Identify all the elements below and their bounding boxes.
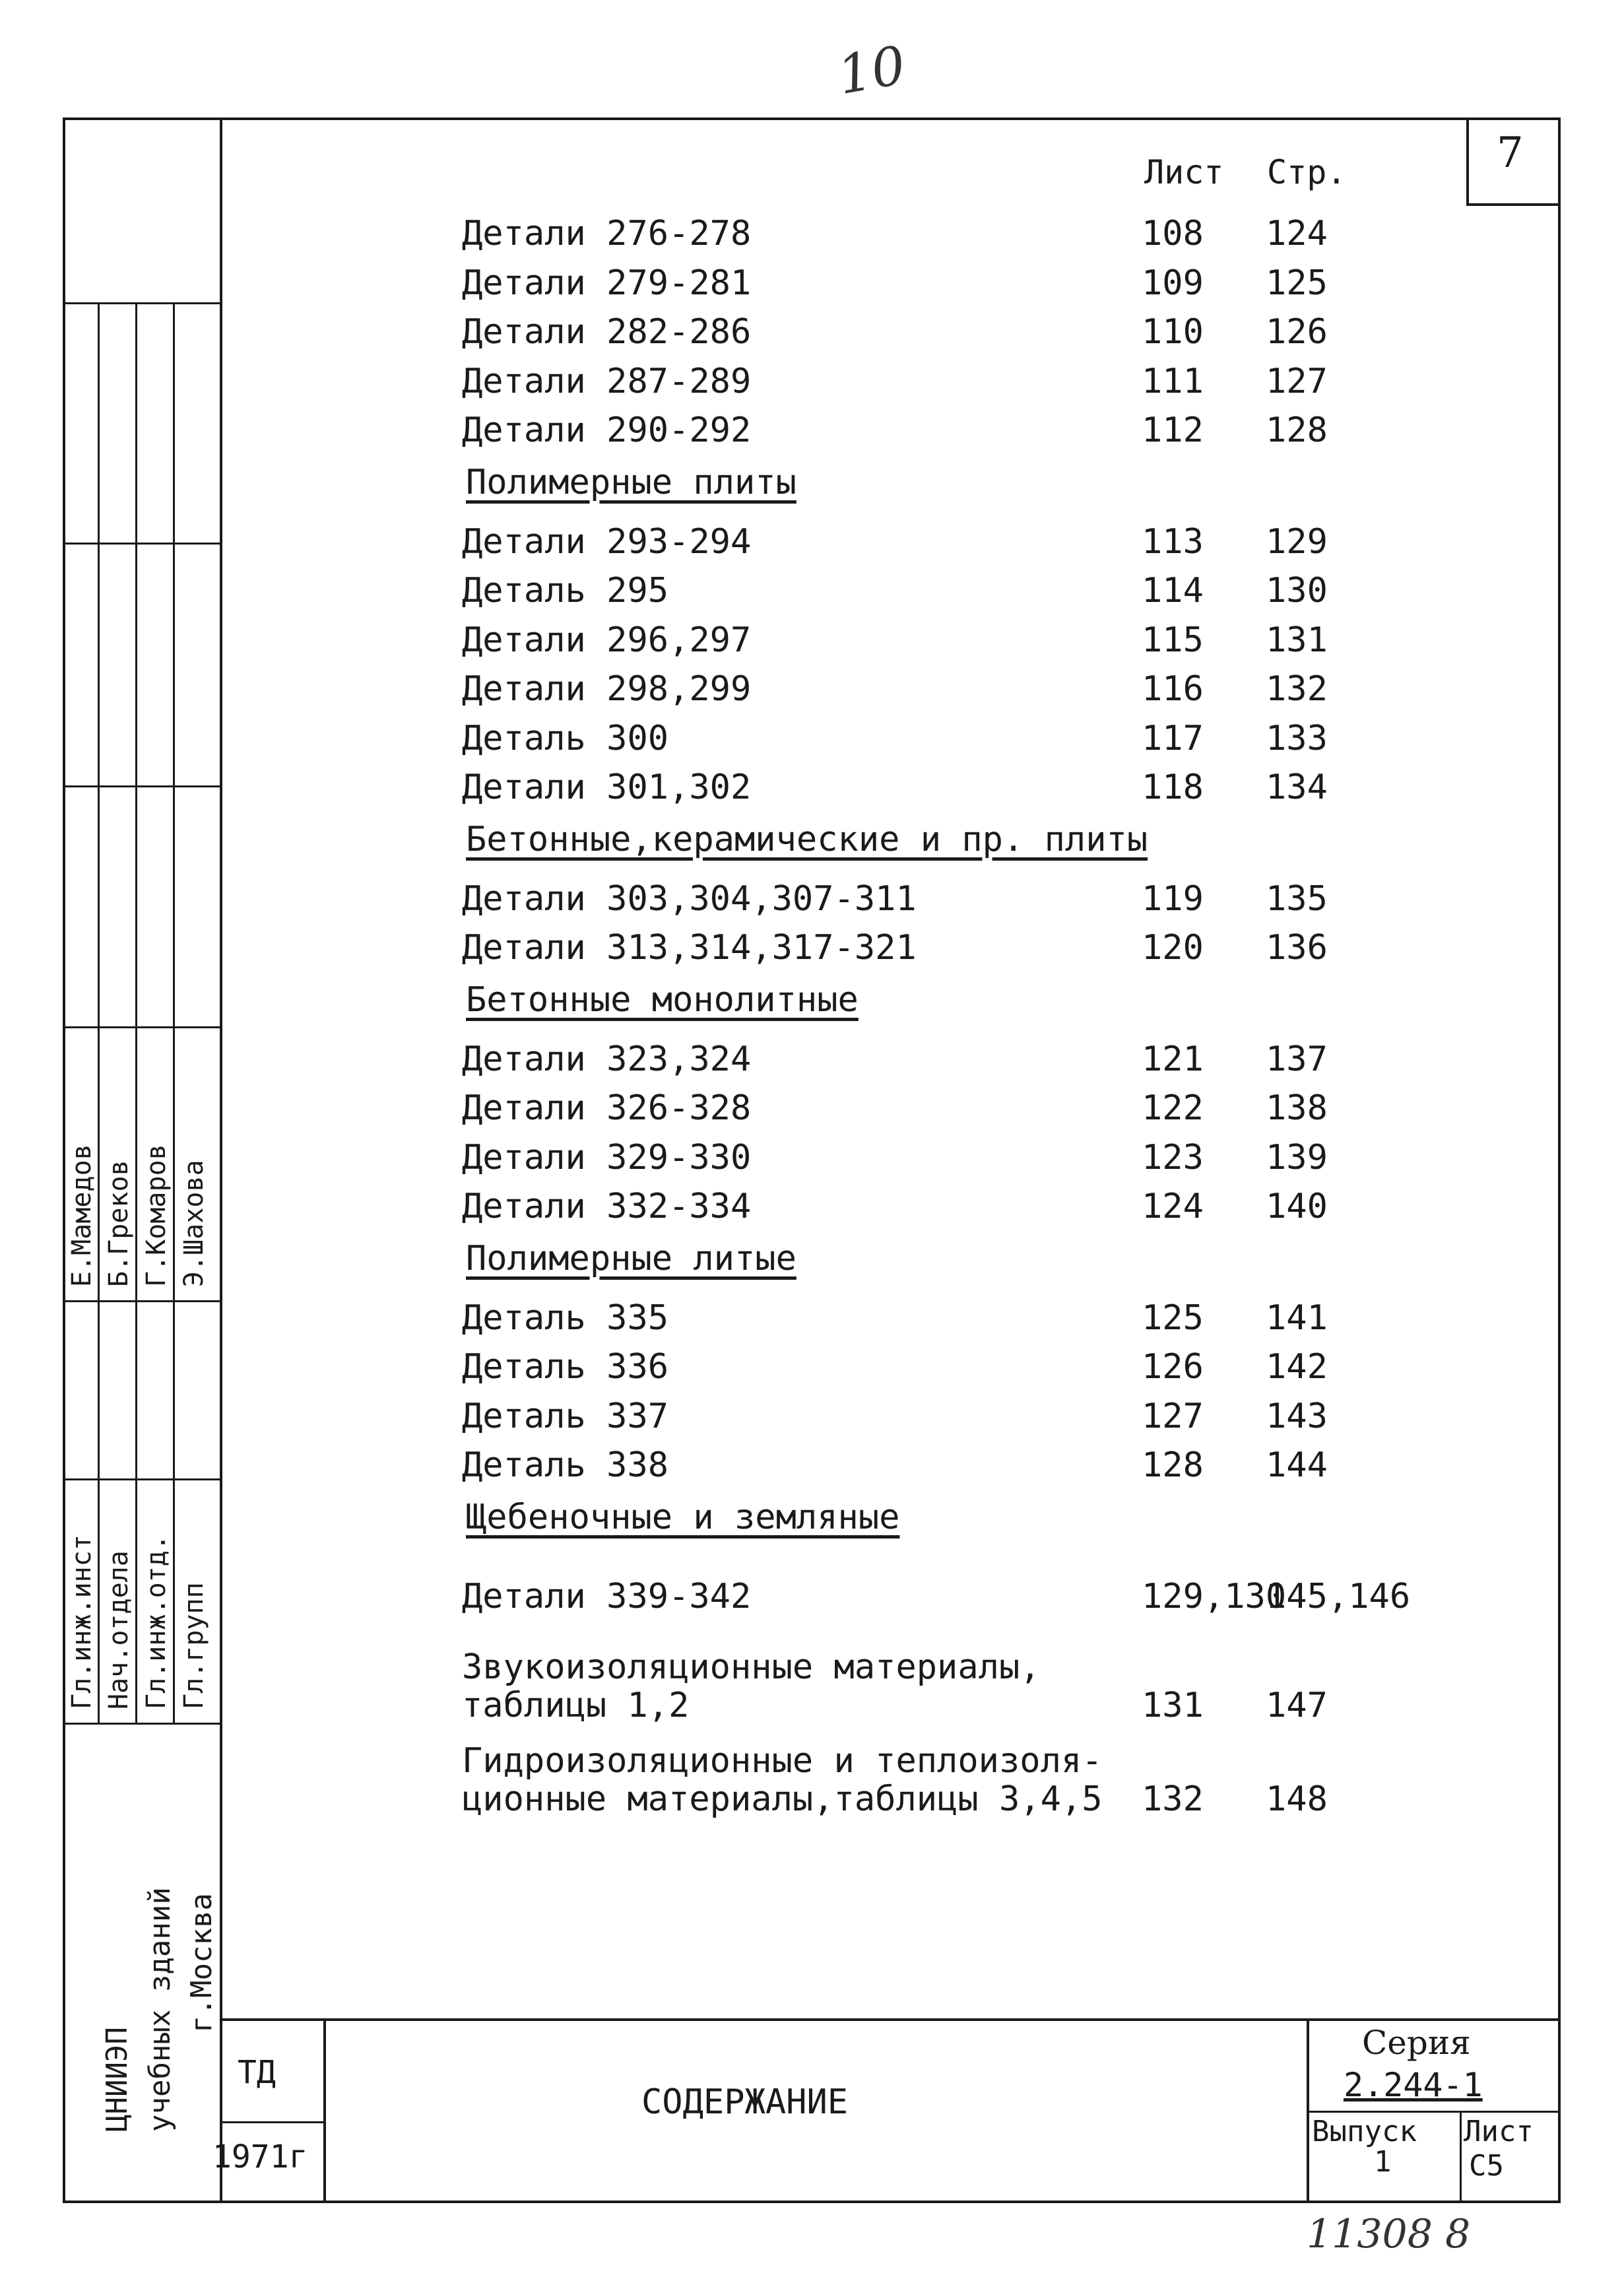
- stamp-divider: [220, 117, 222, 2203]
- row-page: 142: [1266, 1347, 1328, 1387]
- stamp-org-line2: учебных зданий: [143, 1887, 177, 2132]
- page-number-box-left: [1466, 117, 1469, 205]
- row-name: Детали 296,297: [462, 620, 752, 660]
- stamp-name-1: Е.Мамедов: [67, 1144, 97, 1287]
- row-sheet: 119: [1142, 878, 1204, 919]
- row-name: Деталь 336: [462, 1347, 669, 1387]
- contents-row: [462, 1183, 1452, 1230]
- title-block-issue-value: 1: [1374, 2145, 1392, 2179]
- row-sheet: 129,130: [1142, 1576, 1287, 1616]
- row-sheet: 121: [1142, 1039, 1204, 1079]
- stamp-hline-1: [63, 302, 221, 304]
- stamp-org-line1: ЦНИИЭП: [100, 2027, 134, 2132]
- page-number: 7: [1497, 129, 1524, 178]
- contents-row: [462, 1573, 1452, 1620]
- row-sheet: 127: [1142, 1396, 1204, 1436]
- contents-row: [462, 924, 1452, 972]
- row-sheet: 125: [1142, 1298, 1204, 1338]
- row-sheet: 120: [1142, 928, 1204, 968]
- contents-row: [462, 1036, 1452, 1083]
- row-name: Детали 279-281: [462, 263, 752, 303]
- row-sheet: 128: [1142, 1445, 1204, 1485]
- contents-row: [462, 308, 1452, 356]
- row-name: Деталь 338: [462, 1445, 669, 1485]
- stamp-name-2: Б.Греков: [104, 1160, 134, 1287]
- frame-right: [1558, 117, 1561, 2203]
- title-block-hline-right: [1307, 2111, 1561, 2113]
- row-page: 136: [1266, 928, 1328, 968]
- row-name: Детали 332-334: [462, 1187, 752, 1226]
- row-page: 145,146: [1266, 1576, 1411, 1616]
- row-sheet: 117: [1142, 718, 1204, 758]
- contents-row: [462, 1343, 1452, 1391]
- row-sheet: 114: [1142, 571, 1204, 611]
- stamp-vline-3: [173, 302, 175, 1723]
- title-block-code: ТД: [238, 2054, 276, 2091]
- title-block-hline-left: [220, 2121, 325, 2123]
- row-name: Детали 326-328: [462, 1088, 752, 1128]
- row-page: 125: [1266, 263, 1328, 303]
- page-number-box-bottom: [1466, 203, 1561, 206]
- row-page: 148: [1266, 1779, 1328, 1819]
- frame-top: [63, 117, 1561, 120]
- contents-row: [462, 1441, 1452, 1489]
- bottom-handwritten-number: 11308 8: [1307, 2211, 1471, 2257]
- row-name: Детали 339-342: [462, 1576, 752, 1616]
- row-sheet: 124: [1142, 1187, 1204, 1226]
- contents-row: [462, 407, 1452, 454]
- stamp-hline-3: [63, 785, 221, 787]
- row-page: 133: [1266, 718, 1328, 758]
- stamp-vline-1: [98, 302, 100, 1723]
- row-name: Детали 290-292: [462, 411, 752, 450]
- row-sheet: 131: [1142, 1686, 1204, 1725]
- row-sheet: 108: [1142, 214, 1204, 253]
- row-page: 135: [1266, 878, 1328, 919]
- title-block-issue-label: Выпуск: [1312, 2115, 1417, 2148]
- stamp-role-2: Нач.отдела: [104, 1550, 134, 1709]
- title-block-year: 1971г: [212, 2138, 308, 2175]
- section-heading: Полимерные плиты: [466, 462, 796, 502]
- column-header-sheet: Лист: [1144, 153, 1224, 191]
- title-block-top: [220, 2018, 1561, 2021]
- row-name: Детали 287-289: [462, 361, 752, 401]
- contents-row: [462, 518, 1452, 566]
- row-sheet: 113: [1142, 521, 1204, 562]
- title-block-title: СОДЕРЖАНИЕ: [641, 2082, 849, 2122]
- stamp-hline-6: [63, 1478, 221, 1480]
- stamp-org-line3: г.Москва: [185, 1893, 218, 2033]
- row-sheet: 110: [1142, 312, 1204, 352]
- title-block-series-label: Серия: [1362, 2024, 1471, 2062]
- row-page: 141: [1266, 1298, 1328, 1338]
- stamp-hline-5: [63, 1300, 221, 1302]
- row-page: 129: [1266, 521, 1328, 562]
- row-page: 138: [1266, 1088, 1328, 1128]
- row-name: Деталь 337: [462, 1396, 669, 1436]
- contents-row: [462, 1742, 1452, 1828]
- row-name: Детали 323,324: [462, 1039, 752, 1079]
- row-page: 124: [1266, 214, 1328, 253]
- contents-row: [462, 875, 1452, 923]
- stamp-hline-7: [63, 1723, 221, 1725]
- section-heading: Полимерные литые: [466, 1238, 796, 1278]
- contents-row: [462, 567, 1452, 614]
- row-name: Деталь 300: [462, 718, 669, 758]
- title-block-vline-1: [323, 2018, 326, 2203]
- row-page: 140: [1266, 1187, 1328, 1226]
- stamp-name-4: Э.Шахова: [179, 1160, 209, 1287]
- row-name: Детали 329-330: [462, 1137, 752, 1177]
- row-name: Гидроизоляционные и теплоизоля- ционные материалы,таблицы 3,4,5: [462, 1741, 1103, 1819]
- contents-row: [462, 259, 1452, 307]
- stamp-hline-4: [63, 1026, 221, 1028]
- row-page: 127: [1266, 361, 1328, 401]
- row-sheet: 109: [1142, 263, 1204, 303]
- row-sheet: 123: [1142, 1137, 1204, 1177]
- row-name: Звукоизоляционные материалы, таблицы 1,2: [462, 1647, 1041, 1725]
- row-sheet: 118: [1142, 768, 1204, 807]
- row-sheet: 111: [1142, 361, 1204, 401]
- row-page: 144: [1266, 1445, 1328, 1485]
- row-sheet: 116: [1142, 669, 1204, 709]
- contents-row: [462, 1648, 1452, 1734]
- stamp-role-3: Гл.инж.отд.: [141, 1535, 172, 1709]
- title-block-sheet-label: Лист: [1464, 2115, 1534, 2148]
- contents-row: [462, 1134, 1452, 1181]
- contents-row: [462, 1084, 1452, 1132]
- row-sheet: 115: [1142, 620, 1204, 660]
- row-page: 139: [1266, 1137, 1328, 1177]
- contents-row: [462, 764, 1452, 811]
- row-name: Детали 313,314,317-321: [462, 928, 917, 968]
- section-heading: Бетонные монолитные: [466, 979, 859, 1020]
- row-name: Детали 303,304,307-311: [462, 878, 917, 919]
- row-sheet: 132: [1142, 1779, 1204, 1819]
- contents-row: [462, 1393, 1452, 1440]
- section-heading: Бетонные,керамические и пр. плиты: [466, 819, 1148, 859]
- stamp-name-3: Г.Комаров: [141, 1144, 172, 1287]
- row-name: Детали 301,302: [462, 768, 752, 807]
- row-name: Деталь 295: [462, 571, 669, 611]
- stamp-role-4: Гл.групп: [179, 1582, 209, 1709]
- frame-bottom: [63, 2200, 1561, 2203]
- contents-row: [462, 210, 1452, 257]
- row-sheet: 112: [1142, 411, 1204, 450]
- stamp-hline-2: [63, 543, 221, 545]
- section-heading: Щебеночные и земляные: [466, 1497, 900, 1537]
- contents-row: [462, 358, 1452, 405]
- column-header-page: Стр.: [1267, 153, 1347, 191]
- row-page: 128: [1266, 411, 1328, 450]
- row-sheet: 126: [1142, 1347, 1204, 1387]
- contents-row: [462, 1294, 1452, 1342]
- row-name: Детали 298,299: [462, 669, 752, 709]
- row-page: 131: [1266, 620, 1328, 660]
- title-block-vline-3: [1460, 2111, 1462, 2203]
- row-page: 132: [1266, 669, 1328, 709]
- row-name: Детали 276-278: [462, 214, 752, 253]
- row-page: 137: [1266, 1039, 1328, 1079]
- row-name: Деталь 335: [462, 1298, 669, 1338]
- row-page: 126: [1266, 312, 1328, 352]
- top-handwritten-mark: 10: [833, 34, 911, 107]
- stamp-vline-2: [135, 302, 137, 1723]
- row-name: Детали 282-286: [462, 312, 752, 352]
- title-block-sheet-value: С5: [1469, 2149, 1504, 2183]
- row-page: 130: [1266, 571, 1328, 611]
- title-block-series-value: 2.244-1: [1344, 2066, 1483, 2104]
- contents-row: [462, 616, 1452, 664]
- row-page: 134: [1266, 768, 1328, 807]
- row-page: 147: [1266, 1686, 1328, 1725]
- row-sheet: 122: [1142, 1088, 1204, 1128]
- stamp-role-1: Гл.инж.инст: [67, 1535, 97, 1709]
- contents-row: [462, 715, 1452, 762]
- row-name: Детали 293-294: [462, 521, 752, 562]
- contents-row: [462, 665, 1452, 713]
- row-page: 143: [1266, 1396, 1328, 1436]
